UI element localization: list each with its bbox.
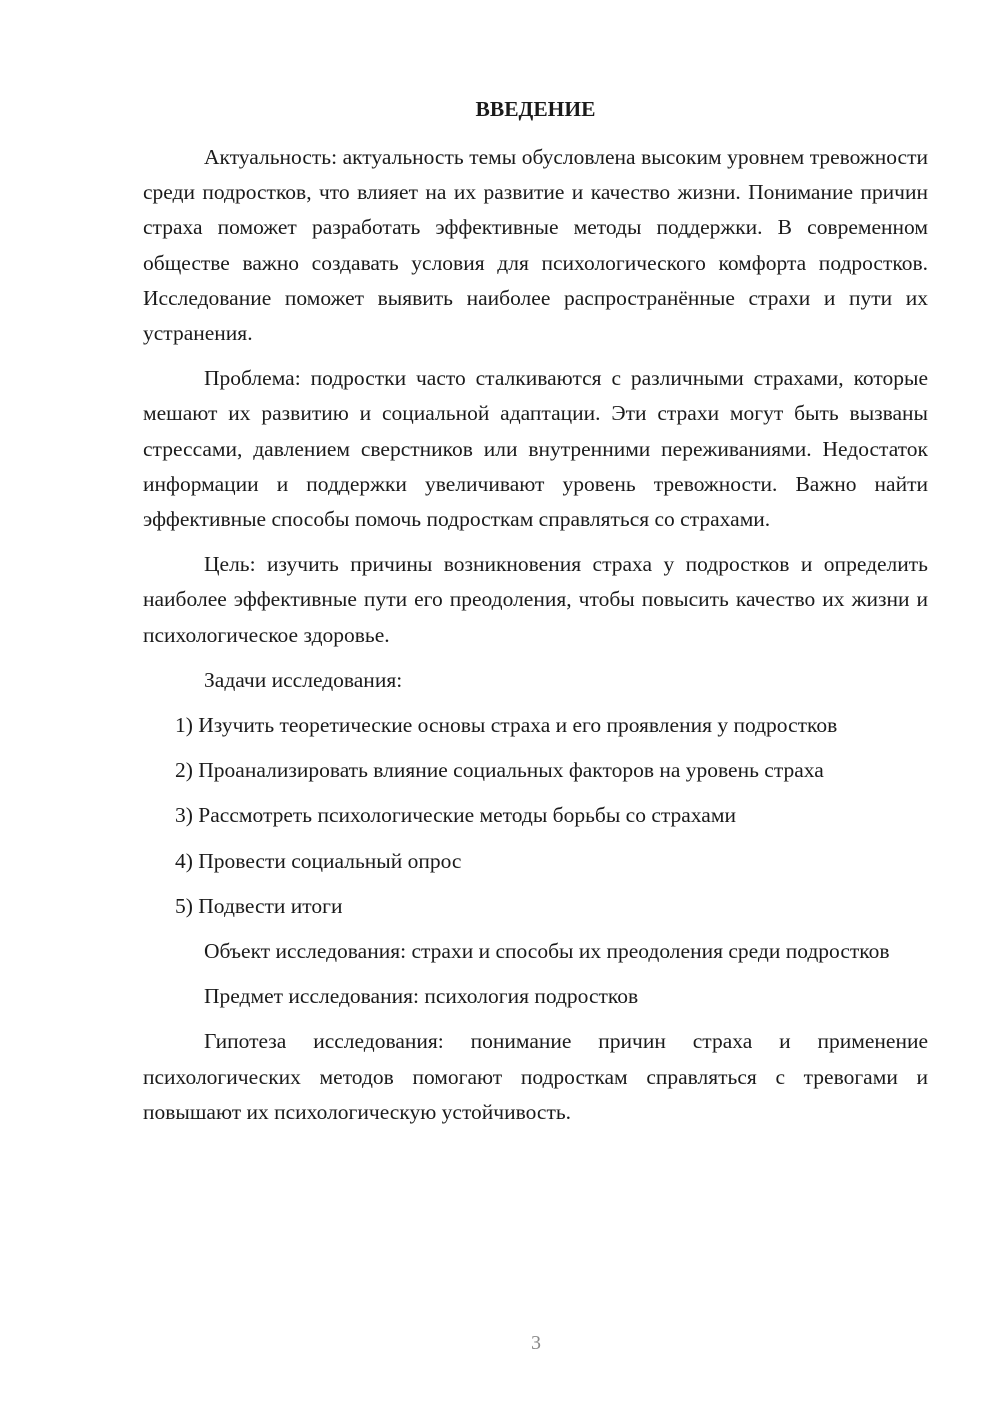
task-item-1: 1) Изучить теоретические основы страха и его проявления у подростков [175, 713, 838, 738]
relevance-paragraph: Актуальность: актуальность темы обусловлена высоким уровнем тревожности среди подростков, что влияет на их развитие и качество жизни. Понимание причин страха поможет разработать эффективные методы поддержки. В современном обществе важно создавать условия для психологического комфорта подростков. Исследование поможет выявить наиболее распространённые страхи и пути их устранения. [143, 145, 928, 346]
hypothesis-paragraph: Гипотеза исследования: понимание причин страха и применение психологических методов помогают подросткам справляться с тревогами и повышают их психологическую устойчивость. [143, 1029, 928, 1124]
page-number: 3 [531, 1332, 541, 1354]
document-page [143, 92, 928, 1140]
task-item-4: 4) Провести социальный опрос [175, 848, 462, 873]
task-item-2: 2) Проанализировать влияние социальных факторов на уровень страха [175, 758, 824, 783]
task-item-3: 3) Рассмотреть психологические методы борьбы со страхами [175, 803, 736, 828]
section-title: ВВЕДЕНИЕ [475, 97, 596, 121]
problem-paragraph: Проблема: подростки часто сталкиваются с различными страхами, которые мешают их развитию и социальной адаптации. Эти страхи могут быть вызваны стрессами, давлением сверстников или внутренними переживаниями. Недостаток информации и поддержки увеличивают уровень тревожности. Важно найти эффективные способы помочь подросткам справляться со страхами. [143, 366, 928, 532]
subject-paragraph: Предмет исследования: психология подростков [204, 984, 639, 1009]
goal-paragraph: Цель: изучить причины возникновения страха у подростков и определить наиболее эффективные пути его преодоления, чтобы повысить качество их жизни и психологическое здоровье. [143, 552, 928, 647]
object-paragraph: Объект исследования: страхи и способы их преодоления среди подростков [204, 939, 890, 964]
task-item-5: 5) Подвести итоги [175, 893, 343, 918]
tasks-heading: Задачи исследования: [204, 667, 403, 692]
